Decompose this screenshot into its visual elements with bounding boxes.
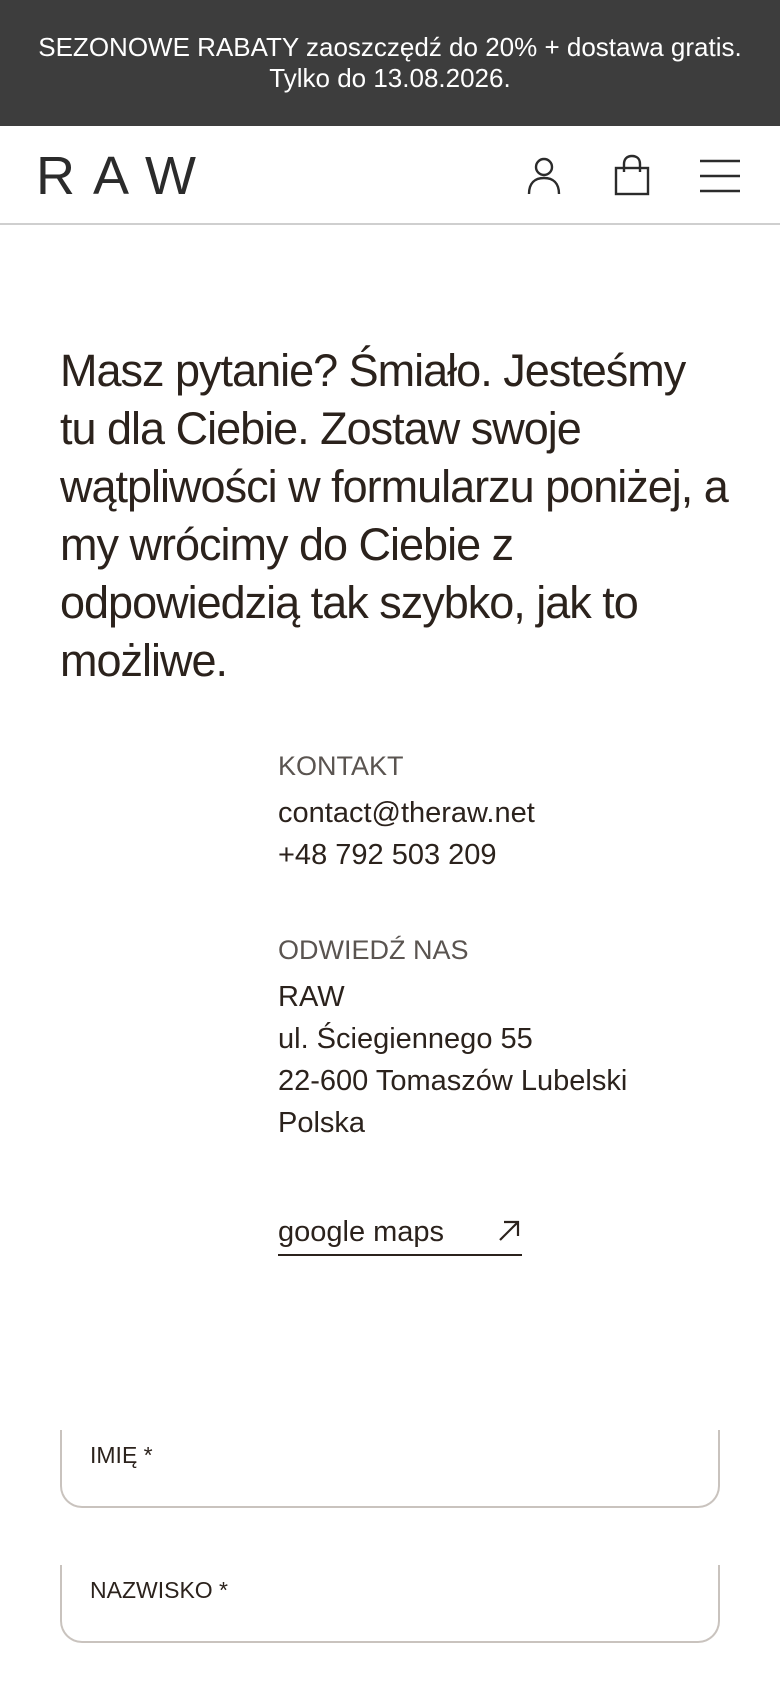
menu-icon[interactable] xyxy=(696,152,744,200)
last-name-label: NAZWISKO * xyxy=(90,1577,229,1603)
first-name-field[interactable] xyxy=(60,1430,720,1508)
last-name-field[interactable] xyxy=(60,1565,720,1643)
intro-text: Masz pytanie? Śmiało. Jesteśmy tu dla Ciebie. Zostaw swoje wątpliwości w formularzu poniżej, a my wrócimy do Ciebie z odpowiedzią tak szybko, jak to możliwe. xyxy=(60,345,728,686)
address-street: ul. Ściegiennego 55 xyxy=(278,1023,533,1055)
first-name-label: IMIĘ * xyxy=(90,1442,153,1468)
first-name-input[interactable] xyxy=(88,1470,692,1500)
visit-label: ODWIEDŹ NAS xyxy=(278,935,469,965)
site-header xyxy=(0,126,780,225)
contact-email[interactable]: contact@theraw.net xyxy=(278,797,535,829)
account-icon[interactable] xyxy=(520,152,568,200)
contact-label: KONTAKT xyxy=(278,751,404,781)
promo-banner xyxy=(0,0,780,126)
contact-phone[interactable]: +48 792 503 209 xyxy=(278,839,497,871)
google-maps-link[interactable] xyxy=(278,1212,522,1256)
address-country: Polska xyxy=(278,1107,366,1139)
bag-icon[interactable] xyxy=(608,152,656,200)
address-name: RAW xyxy=(278,981,345,1013)
promo-text: SEZONOWE RABATY zaoszczędź do 20% + dostawa gratis. Tylko do 13.08.2026. xyxy=(38,32,742,93)
google-maps-link-label: google maps xyxy=(278,1216,445,1248)
last-name-input[interactable] xyxy=(88,1605,692,1635)
arrow-up-right-icon xyxy=(496,1218,522,1244)
address-city: 22-600 Tomaszów Lubelski xyxy=(278,1065,628,1097)
logo[interactable]: RAW xyxy=(36,146,214,206)
